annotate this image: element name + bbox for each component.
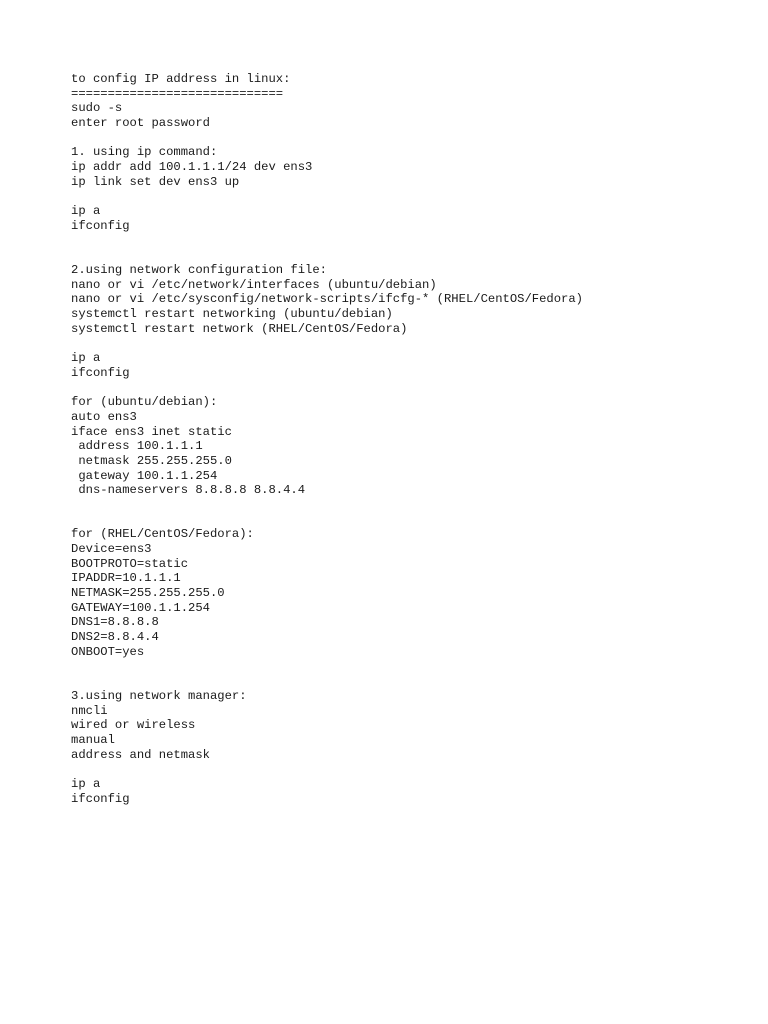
text-line: netmask 255.255.255.0 — [71, 453, 232, 468]
text-line: ifconfig — [71, 791, 130, 806]
text-line: IPADDR=10.1.1.1 — [71, 571, 181, 586]
text-line: manual — [71, 732, 115, 747]
text-line: iface ens3 inet static — [71, 424, 232, 439]
text-line: 1. using ip command: — [71, 145, 218, 160]
text-line: to config IP address in linux: — [71, 72, 291, 86]
text-line: auto ens3 — [71, 409, 137, 424]
text-line: systemctl restart network (RHEL/CentOS/Fedora) — [71, 321, 408, 336]
text-line: NETMASK=255.255.255.0 — [71, 586, 225, 601]
text-line: address 100.1.1.1 — [71, 439, 203, 454]
blank-line — [71, 660, 731, 675]
text-line: systemctl restart networking (ubuntu/debian) — [71, 307, 393, 321]
blank-line — [71, 336, 731, 351]
text-line: 2.using network configuration file: — [71, 262, 327, 277]
text-line: ifconfig — [71, 365, 130, 380]
blank-line — [71, 513, 731, 528]
text-line: nano or vi /etc/network/interfaces (ubuntu/debian) — [71, 277, 437, 292]
text-line: nmcli — [71, 703, 108, 718]
text-line: ip a — [71, 777, 101, 791]
blank-line — [71, 190, 731, 205]
text-line: ip a — [71, 351, 101, 366]
blank-line — [71, 131, 731, 146]
blank-line — [71, 762, 731, 777]
text-line: address and netmask — [71, 747, 210, 762]
blank-line — [71, 248, 731, 263]
text-line: sudo -s — [71, 101, 123, 116]
text-line: for (RHEL/CentOS/Fedora): — [71, 527, 254, 542]
text-line: ONBOOT=yes — [71, 644, 145, 659]
text-line: GATEWAY=100.1.1.254 — [71, 600, 210, 615]
text-line: for (ubuntu/debian): — [71, 395, 218, 410]
text-line: ============================= — [71, 86, 284, 101]
text-line: ip link set dev ens3 up — [71, 174, 240, 189]
text-line: Device=ens3 — [71, 542, 152, 556]
text-line: ifconfig — [71, 218, 130, 233]
text-line: DNS2=8.8.4.4 — [71, 630, 159, 645]
text-line: enter root password — [71, 116, 210, 131]
text-line: wired or wireless — [71, 718, 196, 733]
text-line: 3.using network manager: — [71, 688, 247, 703]
text-line: BOOTPROTO=static — [71, 556, 189, 571]
blank-line — [71, 674, 731, 689]
blank-line — [71, 498, 731, 513]
text-line: nano or vi /etc/sysconfig/network-scripts/ifcfg-* (RHEL/CentOS/Fedora) — [71, 292, 583, 307]
blank-line — [71, 380, 731, 395]
text-line: ip addr add 100.1.1.1/24 dev ens3 — [71, 160, 313, 175]
text-line: dns-nameservers 8.8.8.8 8.8.4.4 — [71, 483, 306, 498]
text-line: gateway 100.1.1.254 — [71, 468, 218, 483]
text-line: ip a — [71, 204, 101, 219]
text-line: DNS1=8.8.8.8 — [71, 615, 159, 630]
blank-line — [71, 234, 731, 249]
document-body — [71, 72, 731, 806]
